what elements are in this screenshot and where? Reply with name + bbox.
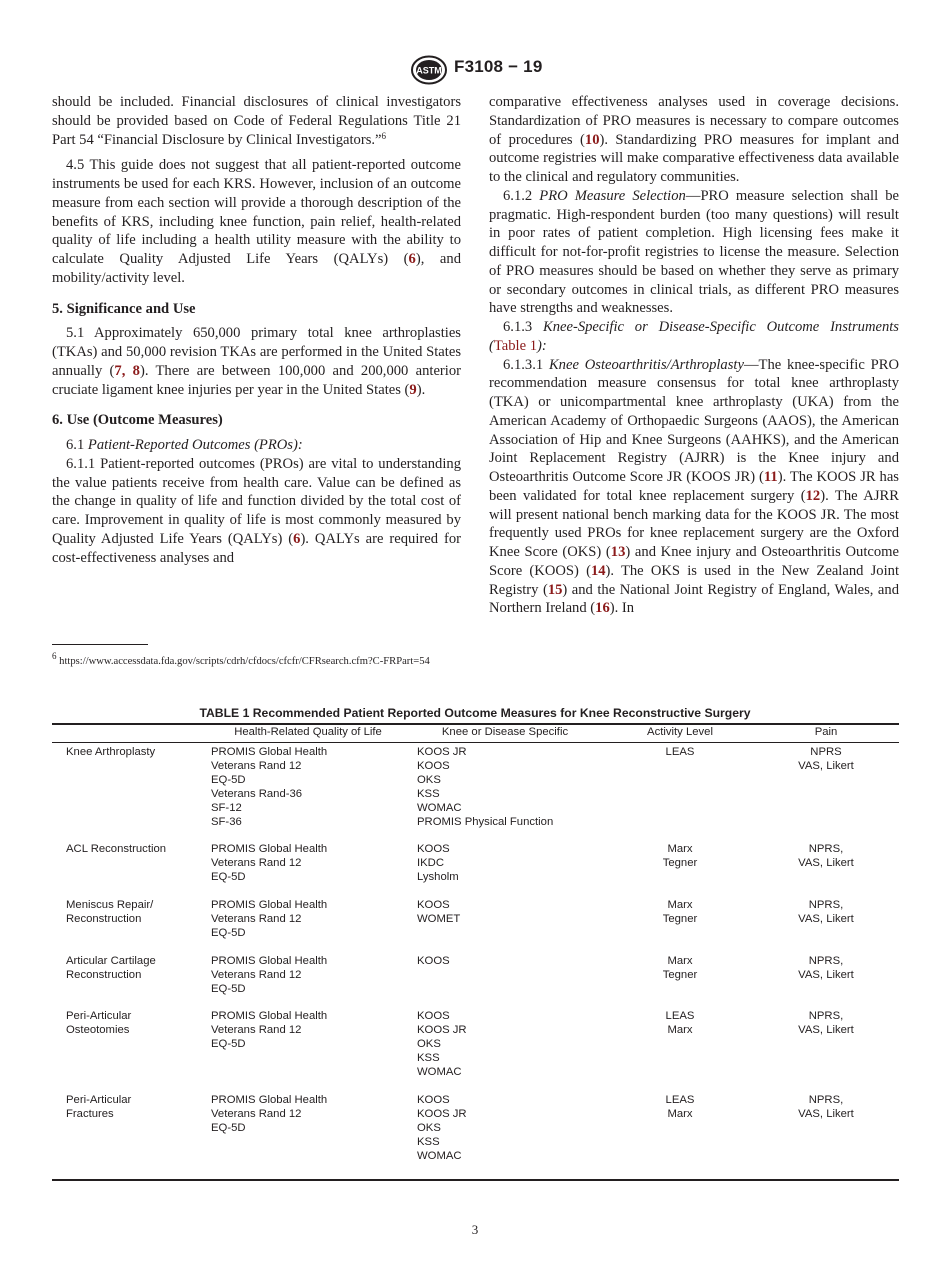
cell-procedure [66, 955, 206, 983]
cell-line: KOOS [417, 1010, 450, 1022]
cell-line: Reconstruction [66, 912, 142, 925]
cell-line: EQ-5D [211, 1037, 246, 1050]
cell-procedure [66, 746, 206, 760]
cell-line: IKDC [417, 856, 444, 869]
cell-line: KSS [417, 1051, 440, 1064]
header-hrqol: Health-Related Quality of Life [234, 726, 382, 738]
cell-line: Meniscus Repair/ [66, 899, 154, 911]
cell-line: PROMIS Physical Function [417, 815, 554, 828]
cell-line: Veterans Rand-36 [211, 787, 303, 800]
cell-procedure [66, 1010, 206, 1038]
cell-hrqol [211, 1094, 411, 1136]
header-knee-specific: Knee or Disease Specific [441, 726, 569, 738]
cell-line: KOOS [417, 1094, 450, 1106]
footnote-url[interactable]: https://www.accessdata.fda.gov/scripts/cdrh/cfdocs/cfcfr/CFRsearch.cfm?C-FRPart=54 [59, 656, 430, 667]
cell-pain [766, 899, 886, 927]
cell-knee-specific [417, 746, 617, 829]
reference-link[interactable]: 10 [584, 131, 600, 148]
cell-line: EQ-5D [211, 982, 246, 995]
paragraph-6-1: 6.1 Patient-Reported Outcomes (PROs): [66, 437, 303, 453]
cell-pain [766, 746, 886, 774]
cell-line: VAS, Likert [798, 1107, 854, 1120]
page-number: 3 [471, 1222, 479, 1237]
footnote-divider [52, 644, 148, 645]
cell-line: VAS, Likert [798, 912, 854, 925]
cell-line: OKS [417, 1121, 441, 1134]
footnote [52, 651, 461, 669]
cell-line: KOOS JR [417, 1023, 467, 1036]
cell-line: NPRS, [808, 1010, 844, 1022]
cell-line: WOMAC [417, 801, 462, 814]
cell-line: VAS, Likert [798, 968, 854, 981]
cell-line: SF-36 [211, 815, 242, 828]
cell-line: Tegner [662, 856, 698, 869]
cell-line: LEAS [665, 1010, 695, 1022]
cell-line: OKS [417, 1037, 441, 1050]
cell-line: KSS [417, 787, 440, 800]
cell-activity-level [620, 899, 740, 927]
cell-line: Veterans Rand 12 [211, 759, 302, 772]
cell-knee-specific [417, 1094, 617, 1164]
cell-line: ACL Reconstruction [66, 843, 167, 855]
footnote-marker: 6 [381, 130, 386, 141]
footnote-marker: 6 [52, 651, 57, 661]
paragraph-6-1-1: 6.1.1 Patient-reported outcomes (PROs) are vital to understanding the value patients receive from health care. Value can be defined as the change in quality of life and function divided by the total cost of care. Improvement in quality of life is most commonly measured by Quality Adjusted Life Years (QALYs) (6). QALYs are required for cost-effectiveness analyses and [52, 455, 461, 566]
cell-line: Tegner [662, 968, 698, 981]
cell-pain [766, 843, 886, 871]
cell-line: SF-12 [211, 801, 242, 814]
paragraph-5-1: 5.1 Approximately 650,000 primary total knee arthroplasties (TKAs) and 50,000 revision TKAs are performed in the United States annually (7, 8). There are between 100,000 and 200,000 anterior cruciate ligament knee injuries per year in the United States (9). [52, 325, 462, 398]
section-5-heading: 5. Significance and Use [52, 300, 196, 317]
table-title: TABLE 1 Recommended Patient Reported Outcome Measures for Knee Reconstructive Surgery [199, 706, 751, 720]
paragraph-6-1-2: 6.1.2 PRO Measure Selection—PRO measure selection shall be pragmatic. High-respondent burden (too many questions) will result in poor rates of patient completion. High licensing fees make it difficult for not-for-profit registries to license the measure. Selection of PRO measures should be based on whether they serve as primary or secondary outcomes in clinical trials, as different PRO measures have strengths and weaknesses. [489, 187, 899, 317]
cell-line: Marx [667, 843, 693, 855]
cell-activity-level [620, 1010, 740, 1038]
cell-line: KOOS JR [417, 746, 467, 758]
cell-activity-level [620, 1094, 740, 1122]
cell-line: NPRS, [808, 1094, 844, 1106]
cell-line: PROMIS Global Health [211, 955, 328, 967]
cell-line: EQ-5D [211, 870, 246, 883]
cell-line: Lysholm [417, 870, 459, 883]
left-column [52, 93, 461, 567]
cell-hrqol [211, 955, 411, 997]
reference-link[interactable]: 7, 8 [114, 362, 140, 379]
cell-line: VAS, Likert [798, 759, 854, 772]
cell-line: EQ-5D [211, 773, 246, 786]
cell-pain [766, 1010, 886, 1038]
cell-line: Veterans Rand 12 [211, 968, 302, 981]
paragraph-4-5: 4.5 This guide does not suggest that all patient-reported outcome instruments be used for each KRS. However, inclusion of an outcome measure from each section will provide a thorough description of the benefits of KRS, including knee function, pain relief, health-related quality of life including a health utility measure with the ability to calculate Quality Adjusted Life Years (QALYs) (6), and mobility/activity level. [52, 157, 461, 286]
cell-procedure [66, 899, 206, 927]
cell-line: LEAS [665, 746, 695, 758]
cell-line: KOOS [417, 843, 450, 855]
reference-link[interactable]: 9 [409, 381, 417, 398]
cell-line: EQ-5D [211, 1121, 246, 1134]
cell-procedure [66, 1094, 206, 1122]
page-header [0, 55, 950, 87]
cell-line: VAS, Likert [798, 856, 854, 869]
cell-line: NPRS [810, 746, 842, 758]
cell-line: WOMAC [417, 1149, 462, 1162]
cell-line: LEAS [665, 1094, 695, 1106]
cell-pain [766, 1094, 886, 1122]
paragraph-continuation-right: comparative effectiveness analyses used in coverage decisions. Standardization of PRO measures is necessary to compare outcomes of procedures (10). Standardizing PRO measures for implant and outcome registries will make comparative effectiveness data available to the clinical and regulatory communities. [489, 94, 899, 185]
cell-line: Marx [667, 899, 693, 911]
cell-line: PROMIS Global Health [211, 899, 328, 911]
table-header-rule [52, 742, 899, 743]
table-1-link[interactable]: Table 1 [493, 337, 538, 354]
cell-hrqol [211, 1010, 411, 1052]
cell-line: Marx [667, 955, 693, 967]
cell-line: KOOS [417, 955, 450, 967]
reference-link[interactable]: 11 [763, 469, 778, 485]
cell-hrqol [211, 899, 411, 941]
cell-line: Tegner [662, 912, 698, 925]
astm-logo-icon [409, 55, 449, 85]
cell-knee-specific [417, 843, 617, 885]
cell-line: Peri-Articular [66, 1010, 132, 1022]
cell-knee-specific [417, 1010, 617, 1080]
cell-line: WOMAC [417, 1065, 462, 1078]
cell-line: WOMET [417, 912, 461, 925]
cell-line: Peri-Articular [66, 1094, 132, 1106]
cell-line: Veterans Rand 12 [211, 1023, 302, 1036]
cell-line: KOOS [417, 759, 450, 772]
cell-line: Knee Arthroplasty [66, 746, 156, 758]
cell-line: Veterans Rand 12 [211, 912, 302, 925]
cell-line: NPRS, [808, 843, 844, 855]
reference-link[interactable]: 15 [547, 581, 563, 598]
cell-line: PROMIS Global Health [211, 746, 328, 758]
cell-line: Fractures [66, 1107, 114, 1120]
reference-link[interactable]: 6 [408, 251, 416, 267]
section-6-heading: 6. Use (Outcome Measures) [52, 412, 223, 429]
cell-knee-specific [417, 899, 617, 927]
cell-line: Marx [667, 1023, 693, 1036]
reference-link[interactable]: 12 [805, 487, 821, 504]
paragraph-6-1-3: 6.1.3 Knee-Specific or Disease-Specific Outcome Instruments (Table 1): [489, 319, 899, 354]
cell-line: OKS [417, 773, 441, 786]
reference-link[interactable]: 13 [610, 544, 626, 560]
cell-procedure [66, 843, 206, 857]
paragraph-6-1-3-1: 6.1.3.1 Knee Osteoarthritis/Arthroplasty—The knee-specific PRO recommendation measure consensus for total knee arthroplasty (TKA) or unicompartmental knee arthroplasty (UKA) from the American Academy of Orthopaedic Surgeons (AAOS), the American Association of Hip and Knee Surgeons (AAHKS), and the American Joint Replacement Registry (AJRR) is the Knee injury and Osteoarthritis Outcome Score JR (KOOS JR) (11). The KOOS JR has been validated for total knee replacement surgery (12). The AJRR will present national bench marking data for the KOOS JR. The most frequently used PROs for knee replacement surgery are the Oxford Knee Score (OKS) (13) and Knee injury and Osteoarthritis Outcome Score (KOOS) (14). The OKS is used in the New Zealand Joint Registry (15) and the National Joint Registry of England, Wales, and Northern Ireland (16). In [489, 356, 900, 617]
cell-line: PROMIS Global Health [211, 843, 328, 855]
header-pain: Pain [814, 726, 838, 738]
cell-line: Osteotomies [66, 1023, 130, 1036]
cell-line: NPRS, [808, 899, 844, 911]
table-top-rule [52, 723, 899, 725]
cell-line: KOOS [417, 899, 450, 911]
reference-link[interactable]: 6 [293, 530, 301, 547]
header-activity-level: Activity Level [647, 726, 713, 738]
document-number: F3108 − 19 [454, 57, 543, 76]
cell-line: PROMIS Global Health [211, 1010, 328, 1022]
cell-activity-level [620, 746, 740, 760]
cell-activity-level [620, 955, 740, 983]
cell-line: Articular Cartilage [66, 955, 156, 967]
paragraph-continuation: should be included. Financial disclosures of clinical investigators should be provided based on Code of Federal Regulations Title 21 Part 54 “Financial Disclosure by Clinical Investigators.”$^6$ [52, 94, 461, 148]
cell-line: Veterans Rand 12 [211, 1107, 302, 1120]
cell-line: Marx [667, 1107, 693, 1120]
cell-line: PROMIS Global Health [211, 1094, 328, 1106]
logo-text: ASTM [416, 65, 442, 76]
reference-link[interactable]: 14 [590, 562, 606, 579]
reference-link[interactable]: 16 [595, 600, 610, 617]
cell-line: EQ-5D [211, 926, 246, 939]
cell-line: VAS, Likert [798, 1023, 854, 1036]
cell-hrqol [211, 746, 411, 829]
cell-line: Veterans Rand 12 [211, 856, 302, 869]
table-bottom-rule [52, 1179, 899, 1181]
cell-pain [766, 955, 886, 983]
right-column [489, 93, 899, 618]
cell-activity-level [620, 843, 740, 871]
cell-line: Reconstruction [66, 968, 142, 981]
cell-line: NPRS, [808, 955, 844, 967]
cell-hrqol [211, 843, 411, 885]
cell-line: KOOS JR [417, 1107, 467, 1120]
cell-line: KSS [417, 1135, 440, 1148]
cell-knee-specific [417, 955, 617, 969]
